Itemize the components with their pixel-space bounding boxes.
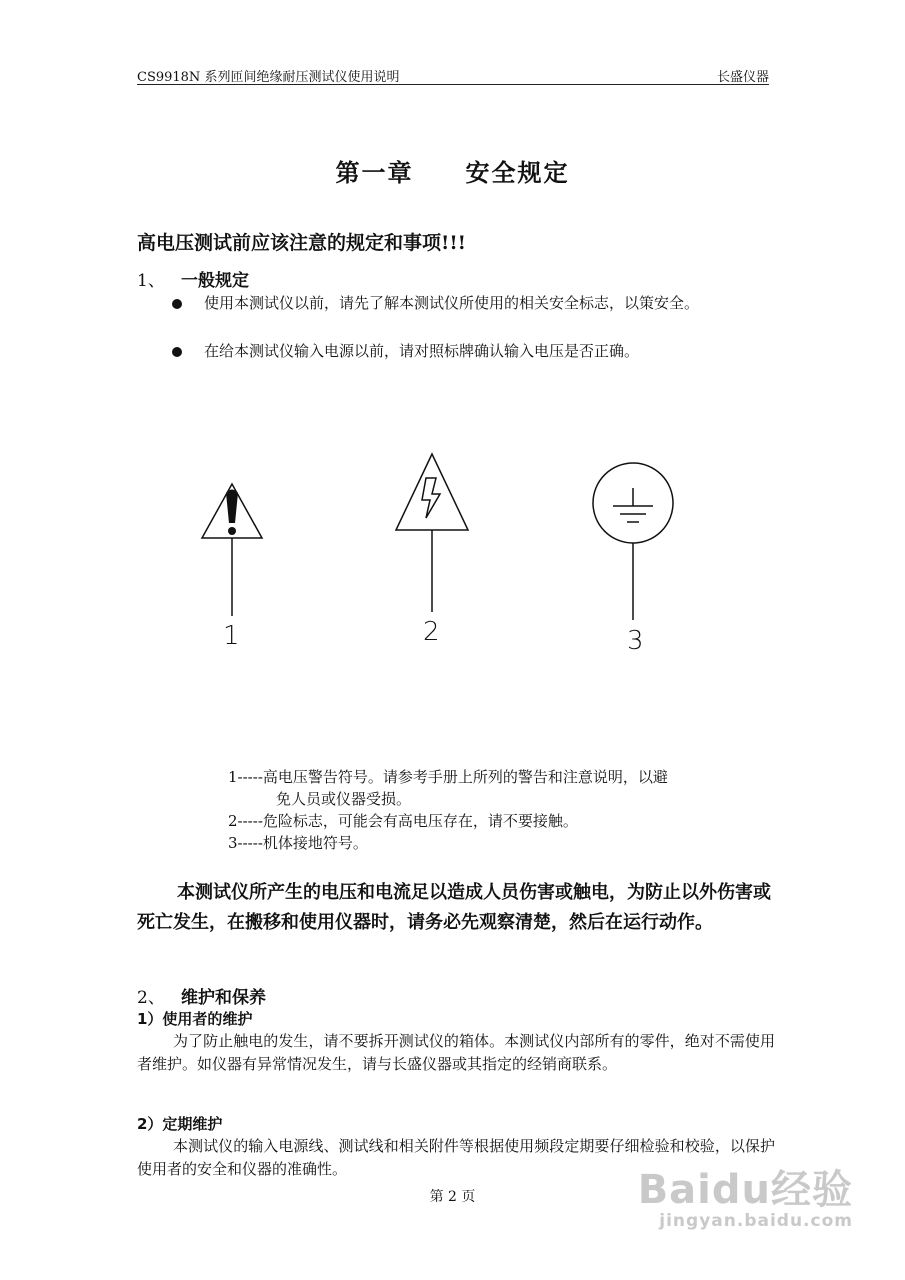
subsection-2-title: 2）定期维护 [137, 1115, 223, 1133]
section-1-number: 1、 [137, 271, 165, 291]
watermark-brand: Baidu经验 [637, 1167, 853, 1213]
legend-line: 1-----高电压警告符号。请参考手册上所列的警告和注意说明，以避 [228, 768, 668, 786]
section-2-heading [137, 983, 266, 1008]
legend-item [228, 810, 776, 832]
bullet-item [172, 292, 782, 314]
header-left: CS9918N 系列匝间绝缘耐压测试仪使用说明 [137, 70, 400, 85]
symbol-label-2: 2 [423, 617, 440, 647]
bullet-text: 使用本测试仪以前，请先了解本测试仪所使用的相关安全标志，以策安全。 [204, 294, 700, 312]
chapter-title [0, 153, 905, 188]
warning-heading: 高电压测试前应该注意的规定和事项!!! [137, 232, 467, 254]
bullet-text: 在给本测试仪输入电源以前，请对照标牌确认输入电压是否正确。 [204, 342, 640, 360]
legend-list [228, 766, 776, 854]
subsection-2-text: 本测试仪的输入电源线、测试线和相关附件等根据使用频段定期要仔细检验和校验，以保护使用者的安全和仪器的准确性。 [137, 1137, 775, 1178]
header-rule [137, 84, 769, 85]
safety-warning-paragraph: 本测试仪所产生的电压和电流足以造成人员伤害或触电，为防止以外伤害或死亡发生，在搬移和使用仪器时，请务必先观察清楚，然后在运行动作。 [137, 882, 771, 933]
chapter-number: 第一章 [335, 158, 414, 187]
section-1-title: 一般规定 [181, 271, 249, 291]
legend-line: 2-----危险标志，可能会有高电压存在，请不要接触。 [228, 812, 578, 830]
ground-symbol-icon [593, 463, 673, 620]
exclamation-warning-icon [202, 484, 262, 616]
legend-line-continued: 免人员或仪器受损。 [276, 790, 412, 808]
section-1-heading [137, 266, 249, 291]
legend-item [228, 766, 776, 810]
lightning-hazard-icon [396, 454, 468, 612]
section-2-title: 维护和保养 [181, 988, 266, 1008]
subsection-1-title: 1）使用者的维护 [137, 1010, 253, 1028]
legend-line: 3-----机体接地符号。 [228, 834, 368, 852]
symbol-label-1: 1 [223, 621, 240, 651]
header-right: 长盛仪器 [716, 70, 769, 85]
legend-item [228, 832, 776, 854]
subsection-1-text: 为了防止触电的发生，请不要拆开测试仪的箱体。本测试仪内部所有的零件，绝对不需使用者维护。如仪器有异常情况发生，请与长盛仪器或其指定的经销商联系。 [137, 1032, 775, 1073]
chapter-name: 安全规定 [465, 158, 570, 187]
symbol-label-3: 3 [627, 626, 644, 656]
page-number: 第 2 页 [429, 1189, 476, 1205]
section-2-number: 2、 [137, 988, 165, 1008]
bullet-dot-icon [172, 299, 182, 309]
safety-symbols-figure [190, 448, 700, 668]
bullet-dot-icon [172, 347, 182, 357]
bullet-item [172, 340, 782, 362]
baidu-watermark [638, 1158, 853, 1231]
watermark-url: jingyan.baidu.com [659, 1211, 853, 1231]
